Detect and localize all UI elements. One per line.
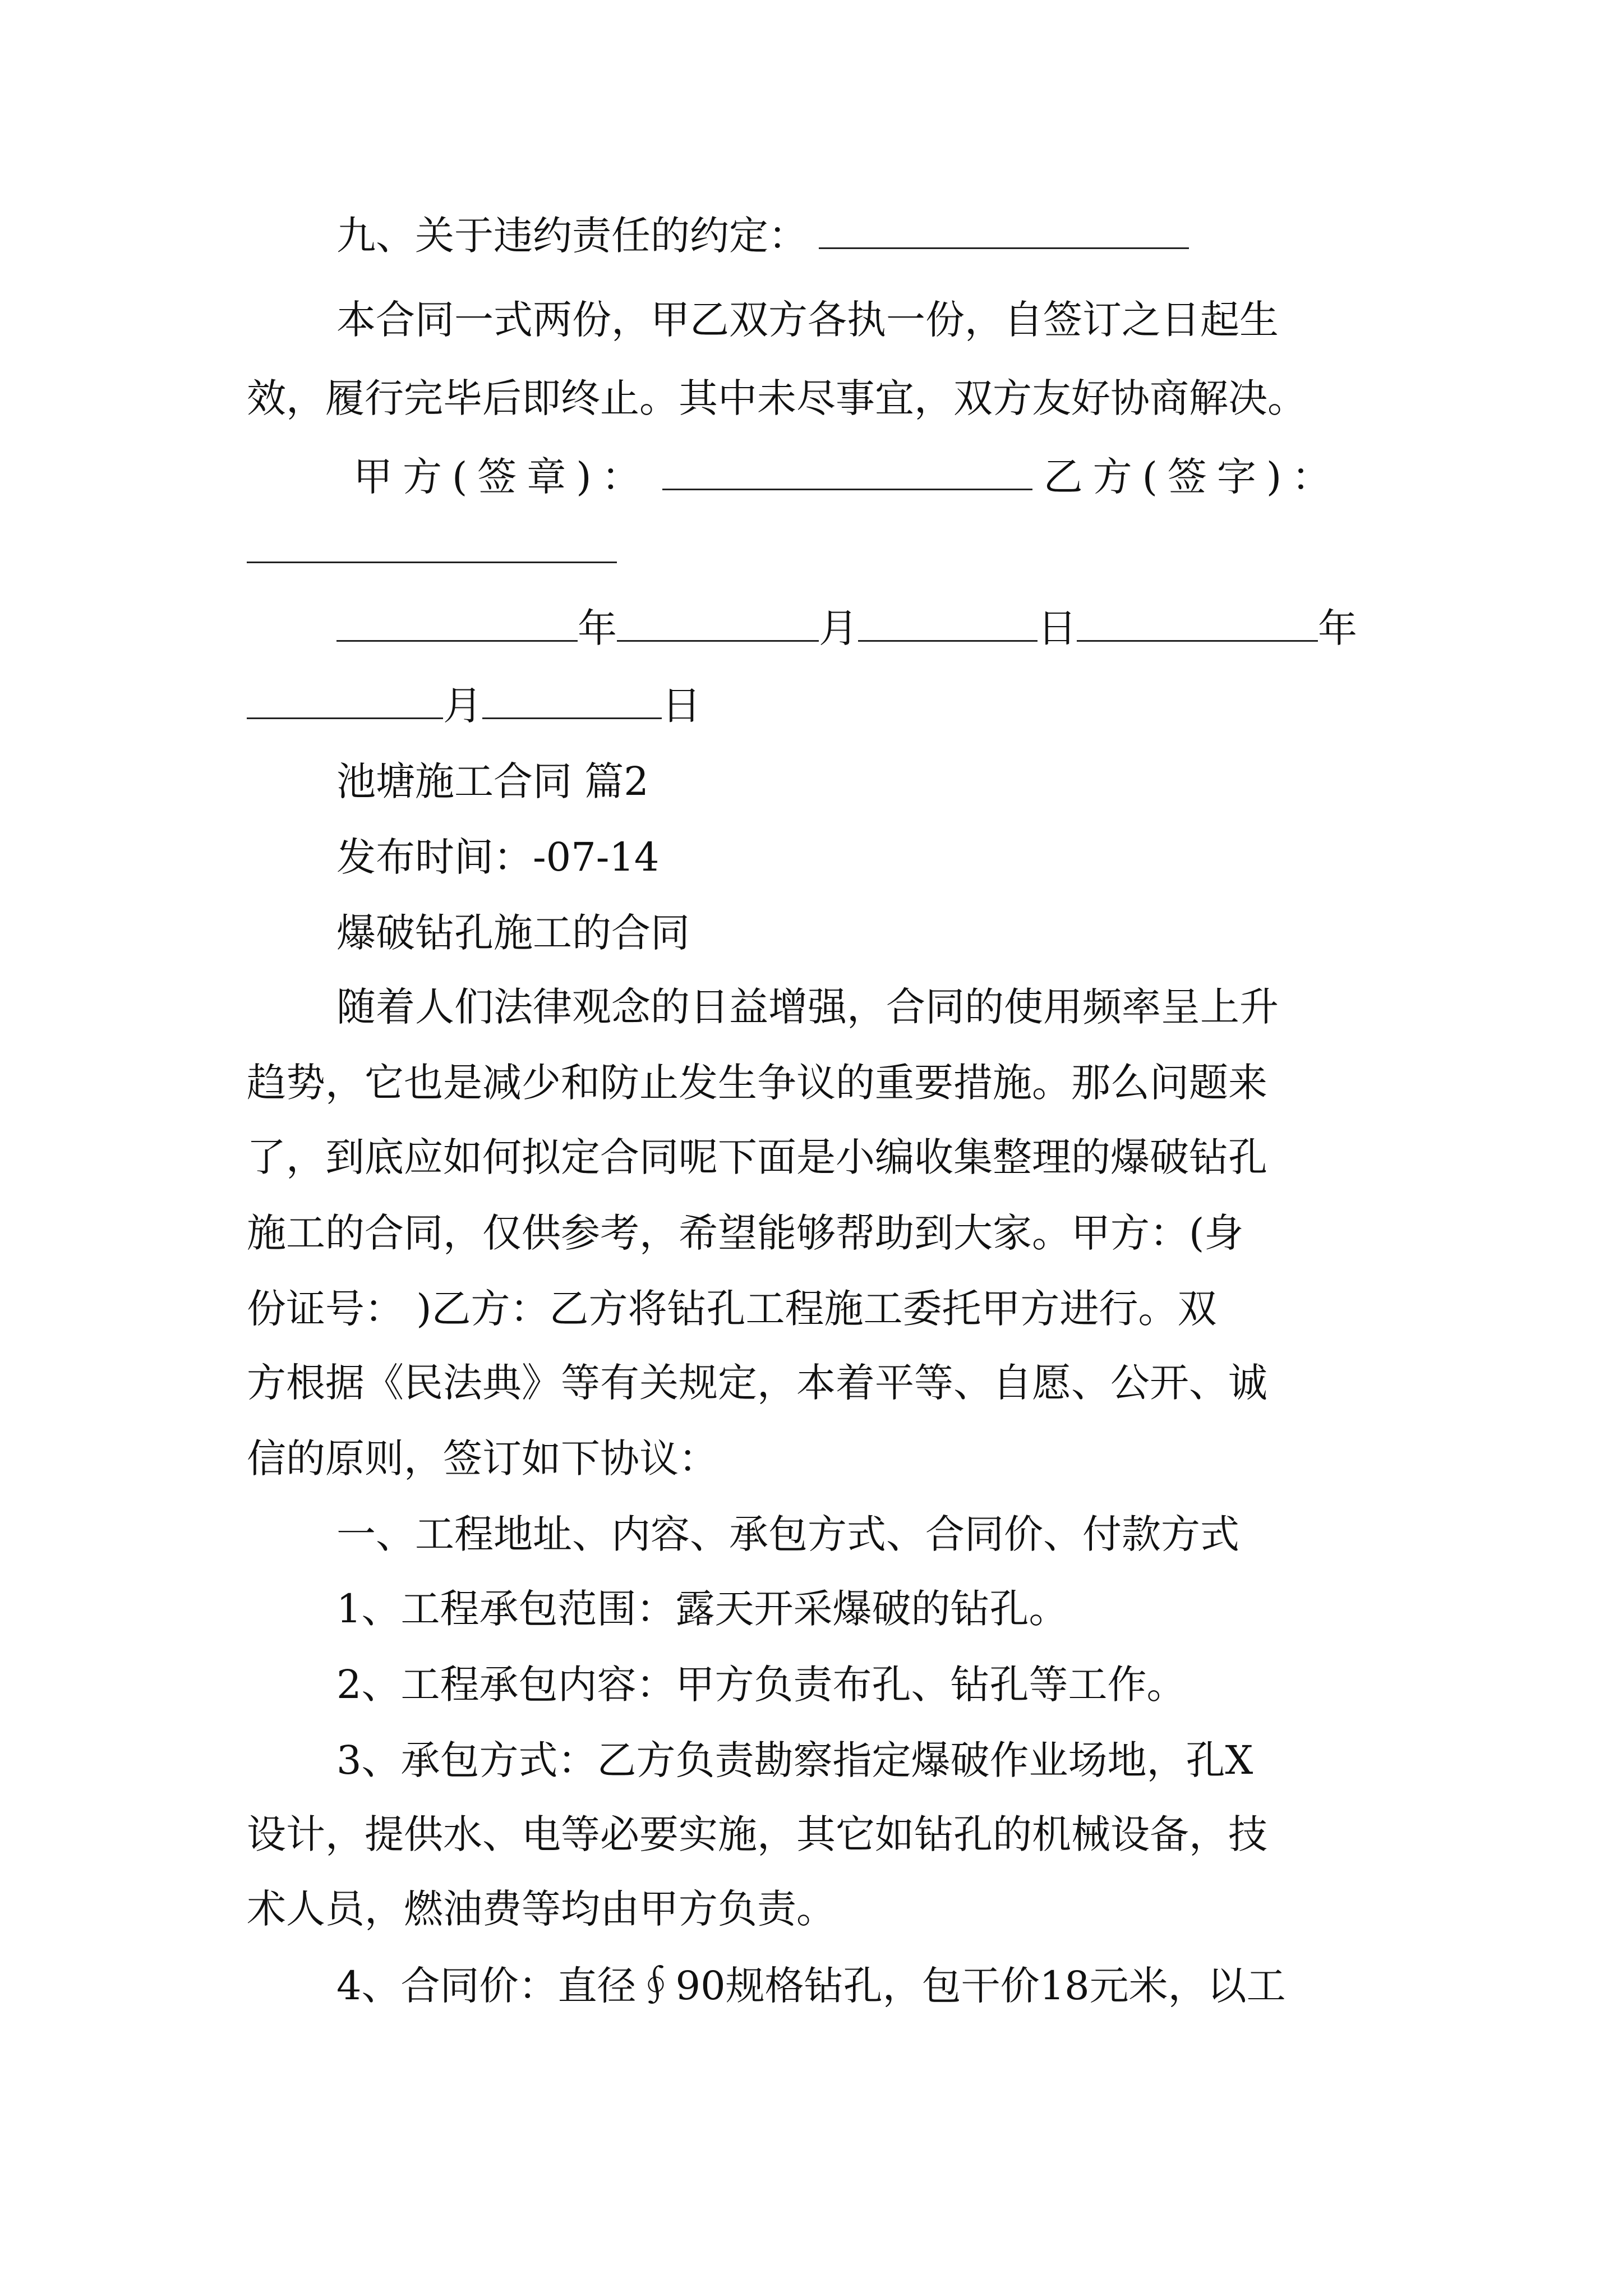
intro-line-4: 施工的合同，仅供参考，希望能够帮助到大家。甲方：(身 — [247, 1210, 1244, 1256]
clause9-blank — [819, 214, 1189, 249]
clause-item-4-line-1: 4、合同价：直径∮90规格钻孔，包干价18元米，以工 — [336, 1963, 1286, 2009]
date-a-year-blank — [336, 606, 578, 642]
intro-line-7: 信的原则，签订如下协议： — [247, 1435, 718, 1481]
section2-subtitle: 爆破钻孔施工的合同 — [336, 910, 690, 956]
party-b-blank — [247, 528, 617, 563]
publish-time: 发布时间：-07-14 — [336, 834, 660, 880]
intro-line-3: 了，到底应如何拟定合同呢下面是小编收集整理的爆破钻孔 — [247, 1134, 1267, 1180]
date-line-2 — [247, 678, 701, 734]
clause9-label: 九、关于违约责任的约定： — [336, 213, 808, 259]
date-a-day-blank — [858, 606, 1038, 642]
date-b-month-blank — [247, 684, 443, 719]
date-a-day-label: 日 — [1038, 605, 1077, 651]
date-line-1 — [336, 600, 1357, 656]
clause-item-3-line-1: 3、承包方式：乙方负责勘察指定爆破作业场地，孔X — [336, 1737, 1253, 1783]
clause-item-1: 1、工程承包范围：露天开采爆破的钻孔。 — [336, 1586, 1068, 1632]
clause-heading-1: 一、工程地址、内容、承包方式、合同价、付款方式 — [336, 1511, 1239, 1557]
section2-title: 池塘施工合同 篇2 — [336, 758, 649, 804]
intro-line-1: 随着人们法律观念的日益增强，合同的使用频率呈上升 — [336, 984, 1279, 1030]
party-b-label: 乙方(签字)： — [1043, 454, 1341, 500]
date-b-year-blank — [1077, 606, 1318, 642]
intro-line-6: 方根据《民法典》等有关规定，本着平等、自愿、公开、诚 — [247, 1360, 1267, 1406]
date-b-year-label: 年 — [1318, 605, 1357, 651]
date-a-month-blank — [617, 606, 819, 642]
date-a-year-label: 年 — [578, 605, 617, 651]
closing-line-2: 效，履行完毕后即终止。其中未尽事宜，双方友好协商解决。 — [247, 375, 1307, 421]
clause-item-2: 2、工程承包内容：甲方负责布孔、钻孔等工作。 — [336, 1662, 1186, 1708]
clause-item-3-line-3: 术人员，燃油费等均由甲方负责。 — [247, 1886, 836, 1932]
party-a-label: 甲方(签章)： — [353, 454, 651, 500]
party-b-blank-line — [247, 522, 617, 578]
signature-line — [353, 449, 1341, 505]
date-b-day-label: 日 — [662, 683, 701, 729]
clause9-line — [336, 208, 1189, 264]
closing-line-1: 本合同一式两份，甲乙双方各执一份，自签订之日起生 — [336, 297, 1279, 343]
party-a-blank — [662, 455, 1032, 490]
intro-line-2: 趋势，它也是减少和防止发生争议的重要措施。那么问题来 — [247, 1060, 1267, 1106]
date-b-day-blank — [482, 684, 662, 719]
date-b-month-label: 月 — [443, 683, 482, 729]
clause-item-3-line-2: 设计，提供水、电等必要实施，其它如钻孔的机械设备，技 — [247, 1811, 1267, 1857]
date-a-month-label: 月 — [819, 605, 858, 651]
intro-line-5: 份证号： )乙方：乙方将钻孔工程施工委托甲方进行。双 — [247, 1286, 1217, 1332]
